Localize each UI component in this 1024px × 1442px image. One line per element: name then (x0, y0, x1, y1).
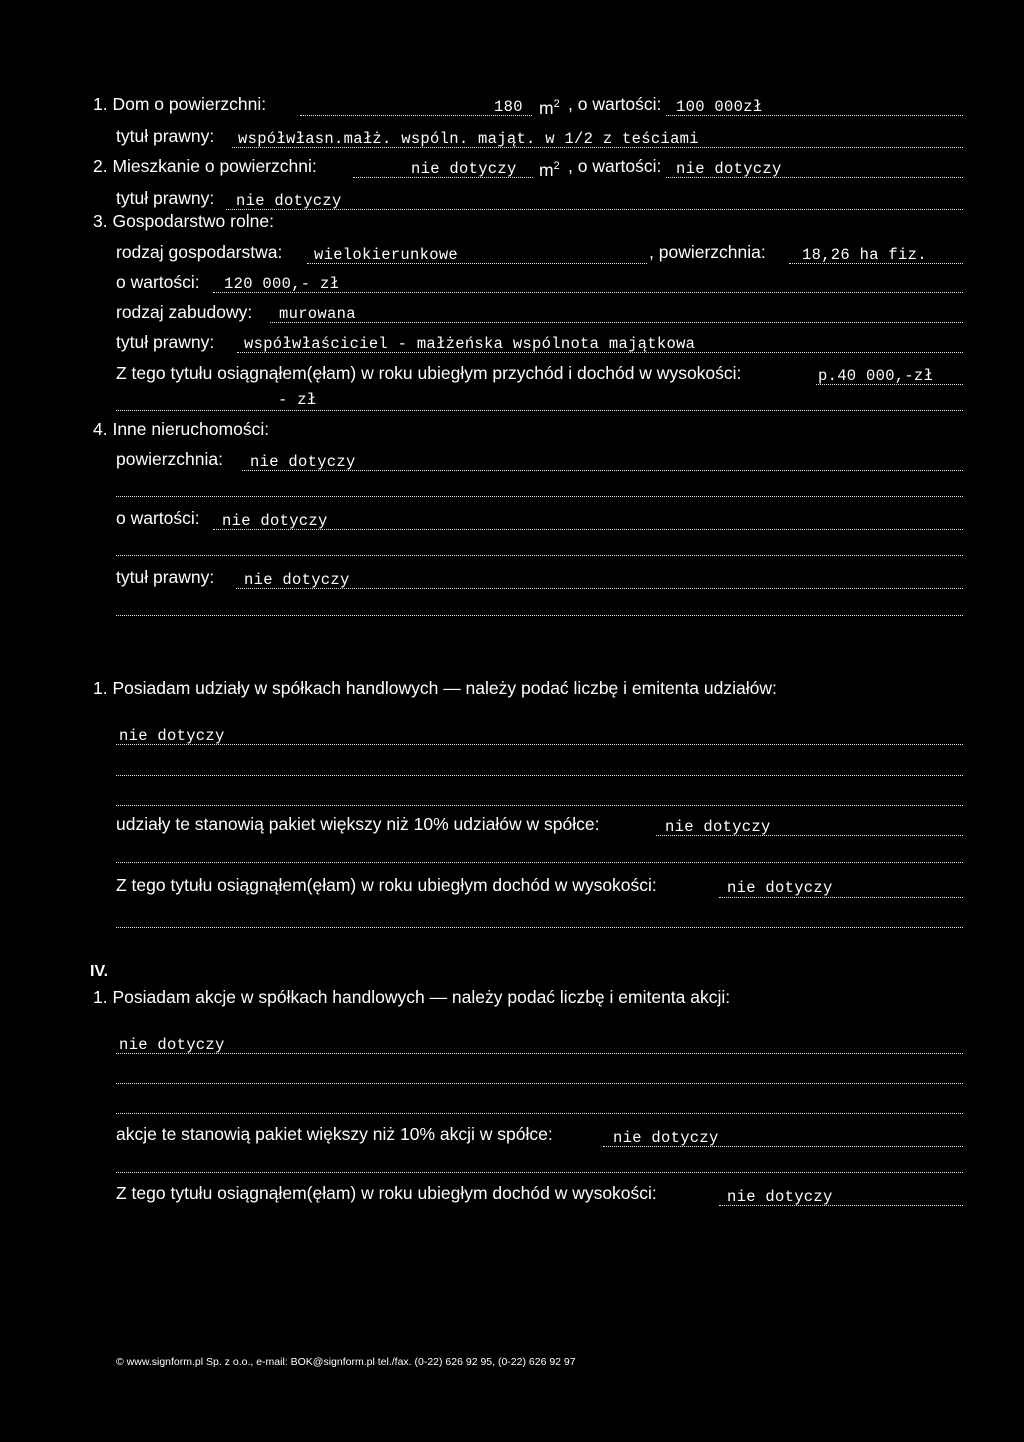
apartment-value: nie dotyczy (676, 160, 782, 178)
section-iv-numeral: IV. (90, 963, 109, 980)
shares-field-3[interactable] (116, 805, 963, 806)
other-title-field-2[interactable] (116, 615, 963, 616)
shares-income-label: Z tego tytułu osiągnąłem(ęłam) w roku ubiegłym dochód w wysokości: (116, 875, 657, 895)
farm-value: 120 000,- zł (224, 275, 340, 293)
stocks-packet-value: nie dotyczy (613, 1129, 719, 1147)
other-title-label: tytuł prawny: (116, 567, 215, 587)
other-title-value: nie dotyczy (244, 571, 350, 589)
farm-area-value: 18,26 ha fiz. (802, 246, 927, 264)
house-area-value: 180 (494, 98, 523, 116)
farm-income-value: p.40 000,-zł (818, 367, 934, 385)
farm-income-field-2[interactable] (116, 410, 963, 411)
other-property-label: 4. Inne nieruchomości: (93, 419, 270, 439)
other-area-value: nie dotyczy (250, 453, 356, 471)
shares-field[interactable] (116, 744, 963, 745)
house-area-unit: $m^2$ (539, 98, 560, 118)
other-value: nie dotyczy (222, 512, 328, 530)
stocks-field-3[interactable] (116, 1113, 963, 1114)
farm-label: 3. Gospodarstwo rolne: (93, 211, 274, 231)
apartment-value-label: , o wartości: (568, 156, 662, 176)
shares-value: nie dotyczy (119, 727, 225, 745)
apartment-area-value: nie dotyczy (411, 160, 517, 178)
shares-income-field-2[interactable] (116, 927, 963, 928)
stocks-value: nie dotyczy (119, 1036, 225, 1054)
house-title-value: współwłasn.małż. wspóln. mająt. w 1/2 z teściami (238, 130, 699, 148)
shares-field-2[interactable] (116, 775, 963, 776)
stocks-income-value: nie dotyczy (727, 1188, 833, 1206)
shares-income-field[interactable] (719, 897, 963, 898)
shares-packet-value: nie dotyczy (665, 818, 771, 836)
farm-area-label: , powierzchnia: (649, 242, 766, 262)
shares-packet-field-2[interactable] (116, 862, 963, 863)
house-title-label: tytuł prawny: (116, 126, 215, 146)
farm-income-label: Z tego tytułu osiągnąłem(ęłam) w roku ubiegłym przychód i dochód w wysokości: (116, 363, 742, 383)
shares-income-value: nie dotyczy (727, 879, 833, 897)
farm-title-label: tytuł prawny: (116, 332, 215, 352)
farm-type-label: rodzaj gospodarstwa: (116, 242, 283, 262)
farm-building-label: rodzaj zabudowy: (116, 302, 253, 322)
apartment-area-unit: $m^2$ (539, 160, 560, 180)
apartment-title-label: tytuł prawny: (116, 188, 215, 208)
stocks-packet-label: akcje te stanowią pakiet większy niż 10% akcji w spółce: (116, 1124, 553, 1144)
stocks-packet-field-2[interactable] (116, 1172, 963, 1173)
other-area-field-2[interactable] (116, 496, 963, 497)
farm-building-value: murowana (279, 305, 356, 323)
shares-heading: 1. Posiadam udziały w spółkach handlowych — należy podać liczbę i emitenta udziałów: (93, 678, 777, 698)
farm-title-value: współwłaściciel - małżeńska wspólnota majątkowa (244, 335, 696, 353)
house-label: 1. Dom o powierzchni: (93, 94, 267, 114)
apartment-label: 2. Mieszkanie o powierzchni: (93, 156, 317, 176)
farm-value-label: o wartości: (116, 272, 200, 292)
farm-building-field[interactable] (270, 322, 963, 323)
house-value-label: , o wartości: (568, 94, 662, 114)
apartment-title-value: nie dotyczy (236, 192, 342, 210)
stocks-income-label: Z tego tytułu osiągnąłem(ęłam) w roku ubiegłym dochód w wysokości: (116, 1183, 657, 1203)
farm-income-value-2: - zł (278, 391, 317, 409)
other-value-label: o wartości: (116, 508, 200, 528)
footer-copyright: © www.signform.pl Sp. z o.o., e-mail: BOK@signform.pl tel./fax. (0-22) 626 92 95, (0-22) 626 92 97 (116, 1356, 576, 1368)
house-value: 100 000zł (676, 98, 763, 116)
stocks-heading: 1. Posiadam akcje w spółkach handlowych — należy podać liczbę i emitenta akcji: (93, 987, 731, 1007)
stocks-field[interactable] (116, 1053, 963, 1054)
stocks-field-2[interactable] (116, 1083, 963, 1084)
shares-packet-label: udziały te stanowią pakiet większy niż 10% udziałów w spółce: (116, 814, 600, 834)
farm-type-value: wielokierunkowe (314, 246, 459, 264)
other-area-label: powierzchnia: (116, 449, 223, 469)
other-value-field-2[interactable] (116, 555, 963, 556)
